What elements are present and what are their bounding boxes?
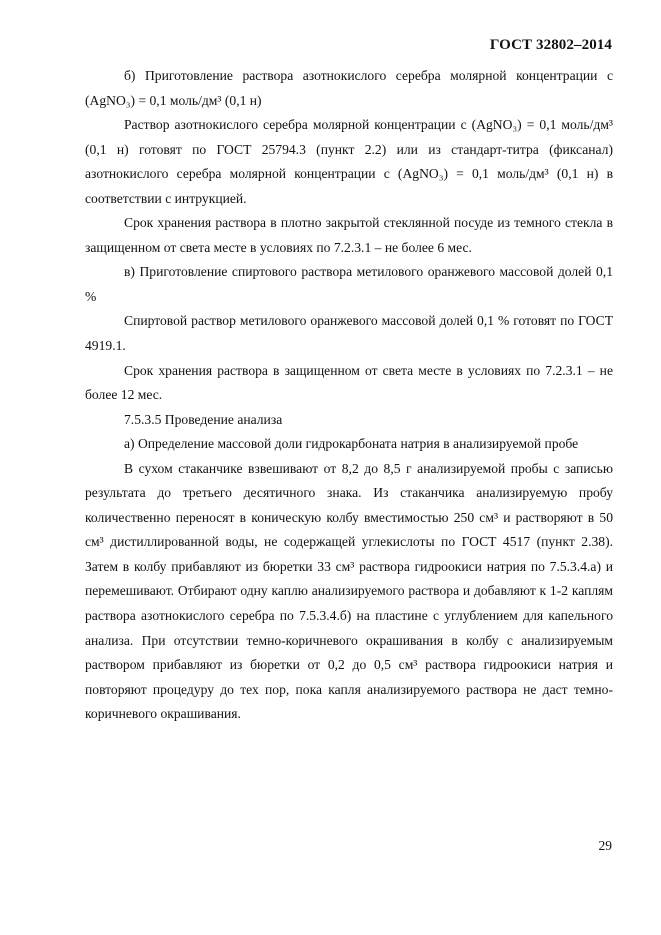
section-heading-analysis: 7.5.3.5 Проведение анализа: [124, 411, 283, 427]
document-body: [85, 64, 613, 727]
paragraph-methyl-orange-heading: в) Приготовление спиртового раствора метилового оранжевого массовой долей 0,1 %: [85, 264, 613, 304]
paragraph-methyl-orange-preparation: Спиртовой раствор метилового оранжевого массовой долей 0,1 % готовят по ГОСТ 4919.1.: [85, 313, 613, 354]
paragraph-analysis-procedure: В сухом стаканчике взвешивают от 8,2 до 8,5 г анализируемой пробы с записью результата до третьего десятичного знака. Из стаканчика анализируемую пробу количественно переносят в коническую колбу вместимостью 250 см³ и растворяют в 50 см³ дистиллированной воды, не содержащей углекислоты по ГОСТ 4517 (пункт 2.38). Затем в колбу прибавляют из бюретки 33 см³ раствора гидроокиси натрия по 7.5.3.4.а) и перемешивают. Отбирают одну каплю анализируемого раствора и добавляют к 1-2 каплям раствора азотнокислого серебра по 7.5.3.4.б) на пластине с углублением для капельного анализа. При отсутствии темно-коричневого окрашивания в колбу с анализируемым раствором прибавляют из бюретки от 0,2 до 0,5 см³ раствора гидроокиси натрия и повторяют процедуру до тех пор, пока капля анализируемого раствора не даст темно-коричневого окрашивания.: [85, 460, 613, 722]
paragraph-silver-nitrate-preparation: Раствор азотнокислого серебра молярной концентрации с (AgNO₃) = 0,1 моль/дм³ (0,1 н) готовят по ГОСТ 25794.3 (пункт 2.2) или из стандарт-титра (фиксанал) азотнокислого серебра молярной концентрации с (AgNO₃) = 0,1 моль/дм³ (0,1 н) в соответствии с интрукцией.: [85, 117, 613, 206]
page-number: 29: [598, 838, 612, 853]
paragraph-bicarbonate-heading: а) Определение массовой доли гидрокарбоната натрия в анализируемой пробе: [124, 436, 579, 452]
paragraph-methyl-orange-storage: Срок хранения раствора в защищенном от света месте в условиях по 7.2.3.1 – не более 12 мес.: [85, 362, 613, 403]
paragraph-silver-nitrate-heading: б) Приготовление раствора азотнокислого серебра молярной концентрации с (AgNO₃) = 0,1 моль/дм³ (0,1 н): [85, 68, 613, 108]
document-header: ГОСТ 32802–2014: [489, 37, 612, 53]
paragraph-silver-nitrate-storage: Срок хранения раствора в плотно закрытой стеклянной посуде из темного стекла в защищенном от света месте в условиях по 7.2.3.1 – не более 6 мес.: [85, 215, 613, 255]
